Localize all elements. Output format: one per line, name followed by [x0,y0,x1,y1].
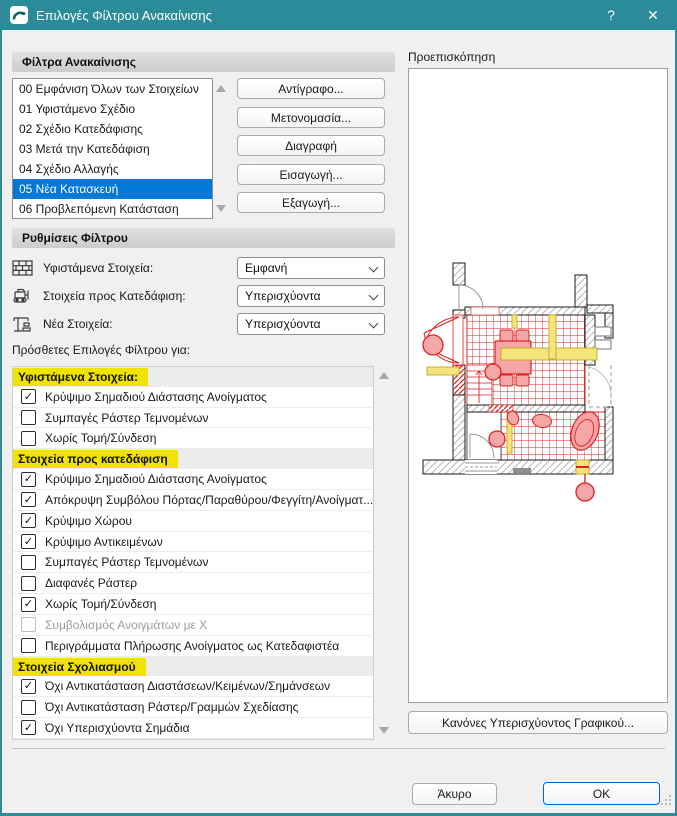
option-row[interactable]: ✓ Κρύψιμο Αντικειμένων [13,532,373,553]
window-title: Επιλογές Φίλτρου Ανακαίνισης [36,7,212,23]
filter-item[interactable]: 06 Προβλεπόμενη Κατάσταση [19,202,179,216]
help-button[interactable]: ? [607,7,615,23]
checkbox[interactable] [21,410,36,425]
crane-icon [12,315,36,334]
checkbox[interactable] [21,555,36,570]
checkbox[interactable] [21,492,36,507]
chevron-down-icon [369,292,377,300]
cancel-button[interactable]: Άκυρο [412,783,497,805]
demolished-elements-label: Στοιχεία προς Κατεδάφιση: [43,289,186,303]
chevron-down-icon [369,320,377,328]
options-section-header: Στοιχεία προς κατεδάφιση [13,449,373,469]
new-elements-label: Νέα Στοιχεία: [43,317,113,331]
option-row[interactable]: ✓ Κρύψιμο Σημαδιού Διάστασης Ανοίγματος [13,469,373,490]
resize-grip[interactable] [661,793,672,811]
checkbox[interactable] [21,431,36,446]
checkbox[interactable] [21,597,36,612]
export-button[interactable]: Εξαγωγή... [237,192,385,213]
app-icon [10,6,28,24]
bulldozer-icon [12,287,36,306]
demolished-elements-select[interactable] [237,285,385,307]
options-section-header: Υφιστάμενα Στοιχεία: [13,367,373,387]
option-row[interactable]: ✓ Κρύψιμο Χώρου [13,511,373,532]
filter-item[interactable]: 03 Μετά την Κατεδάφιση [19,142,150,156]
option-row[interactable]: ✓ Κρύψιμο Σημαδιού Διάστασης Ανοίγματος [13,387,373,408]
option-row[interactable]: ✓ Όχι Αντικατάσταση Διαστάσεων/Κειμένων/Σημάνσεων [13,676,373,697]
filter-item[interactable]: 04 Σχέδιο Αλλαγής [19,162,119,176]
filter-item[interactable]: 05 Νέα Κατασκευή [13,179,212,199]
option-row[interactable]: ✓ Απόκρυψη Συμβόλου Πόρτας/Παραθύρου/Φεγγίτη/Ανοίγματ... [13,490,373,511]
option-row[interactable]: Συμπαγές Ράστερ Τεμνομένων [13,408,373,429]
checkbox[interactable] [21,720,36,735]
new-elements-row [12,312,385,336]
floor-plan-preview [409,69,667,702]
rename-button[interactable]: Μετονομασία... [237,107,385,128]
duplicate-button[interactable]: Αντίγραφο... [237,78,385,99]
filters-scroll-up-icon[interactable] [216,85,226,92]
close-icon[interactable]: ✕ [647,6,659,23]
checkbox[interactable] [21,472,36,487]
filters-section-header: Φίλτρα Ανακαίνισης [12,52,395,72]
options-section-header: Στοιχεία Σχολιασμού [13,657,373,677]
preview-label: Προεπισκόπηση [408,50,496,64]
existing-elements-select[interactable] [237,257,385,279]
footer-separator [12,748,665,749]
import-button[interactable]: Εισαγωγή... [237,164,385,185]
checkbox[interactable] [21,576,36,591]
settings-section-header: Ρυθμίσεις Φίλτρου [12,228,395,248]
dialog-body [2,30,675,813]
option-row[interactable]: Όχι Αντικατάσταση Ράστερ/Γραμμών Σχεδίασης [13,697,373,718]
option-row[interactable]: ✓ Χωρίς Τομή/Σύνδεση [13,594,373,615]
option-row[interactable]: ✓ Όχι Υπερισχύοντα Σημάδια [13,718,373,739]
checkbox[interactable] [21,617,36,632]
extra-options-label: Πρόσθετες Επιλογές Φίλτρου για: [12,343,191,357]
existing-elements-value: Εμφανή [245,261,288,275]
checkbox[interactable] [21,700,36,715]
checkbox[interactable] [21,513,36,528]
filter-item[interactable]: 01 Υφιστάμενο Σχέδιο [19,102,136,116]
checkbox[interactable] [21,389,36,404]
filter-item[interactable]: 00 Εμφάνιση Όλων των Στοιχείων [19,82,199,96]
new-elements-value: Υπερισχύοντα [245,317,321,331]
existing-elements-label: Υφιστάμενα Στοιχεία: [43,261,154,275]
delete-button[interactable]: Διαγραφή [237,135,385,156]
option-row[interactable]: Συμβολισμός Ανοιγμάτων με Χ [13,615,373,636]
checkbox[interactable] [21,534,36,549]
options-scroll-up-icon[interactable] [379,372,389,379]
option-row[interactable]: Διαφανές Ράστερ [13,573,373,594]
demolished-elements-row [12,284,385,308]
chevron-down-icon [369,264,377,272]
options-scroll-down-icon[interactable] [379,727,389,734]
brick-wall-icon [12,259,36,277]
preview-panel [408,68,668,703]
checkbox[interactable] [21,638,36,653]
existing-elements-row [12,256,385,280]
graphic-override-rules-button[interactable]: Κανόνες Υπερισχύοντος Γραφικού... [408,711,668,734]
filter-item[interactable]: 02 Σχέδιο Κατεδάφισης [19,122,143,136]
new-elements-select[interactable] [237,313,385,335]
titlebar [0,0,677,30]
option-row[interactable]: Συμπαγές Ράστερ Τεμνομένων [13,552,373,573]
ok-button[interactable]: OK [543,782,660,805]
additional-options-list[interactable] [12,366,374,740]
demolished-elements-value: Υπερισχύοντα [245,289,321,303]
option-row[interactable]: Περιγράμματα Πλήρωσης Ανοίγματος ως Κατεδαφιστέα [13,636,373,657]
filters-list[interactable] [12,78,213,219]
checkbox[interactable] [21,679,36,694]
filters-scroll-down-icon[interactable] [216,205,226,212]
option-row[interactable]: Χωρίς Τομή/Σύνδεση [13,428,373,449]
